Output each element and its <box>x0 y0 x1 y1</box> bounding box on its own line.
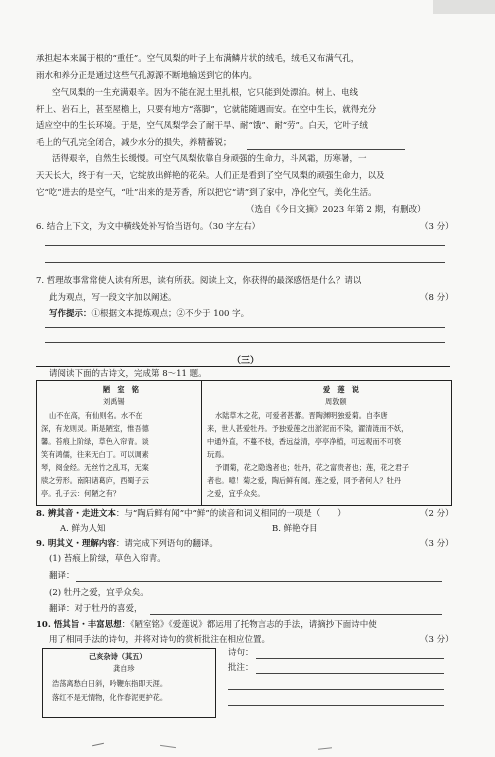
poem-left-title: 陋 室 铭 <box>103 385 139 394</box>
passage-line: 杆上、岩石上，甚至屋檐上，只要有地方“落脚”，它就能随遇而安。在空中生长，就得充分 <box>36 105 377 115</box>
section-3-title: （三） <box>232 356 260 366</box>
poem-left-author: 刘禹锡 <box>103 397 125 406</box>
poem-left-line: 深，有龙则灵。斯是陋室，惟吾德 <box>41 424 149 433</box>
poem-left-line: 牍之劳形。南阳诸葛庐，西蜀子云 <box>41 476 149 485</box>
poem-left-line: 馨。苔痕上阶绿，草色入帘青。谈 <box>41 437 149 446</box>
poem-left-line: 笑有鸿儒，往来无白丁。可以调素 <box>41 450 149 459</box>
passage-line: 雨水和养分正是通过这些气孔源源不断地输送到它的体内。 <box>36 71 258 81</box>
poem-right-line: 之爱，宜乎众矣。 <box>207 489 265 498</box>
poem-right-author: 周敦颐 <box>325 397 347 406</box>
passage-line: 空气凤梨的一生充满艰辛。因为不能在泥土里扎根，它只能到处漂泊。树上、电线 <box>52 88 359 98</box>
poem-right-title: 爱 莲 说 <box>323 385 359 394</box>
question-8-text: ：与“陶后鲜有闻”中“鲜”的读音和词义相同的一项是（ ） <box>115 509 346 519</box>
poem-left-line: 亭。孔子云：何陋之有？ <box>41 489 121 498</box>
passage-line: 毛上的气孔完全闭合，减少水分的损失，养精蓄锐； <box>36 138 232 148</box>
writing-hint-label: 写作提示： <box>49 309 92 319</box>
question-6-score: （3 分） <box>420 222 454 232</box>
question-7-score: （8 分） <box>420 293 454 303</box>
passage-line: 活得艰辛，自然生长缓慢。可空气凤梨依靠自身顽强的生命力，斗风霜，历寒暑，一 <box>52 154 367 164</box>
option-b[interactable]: B. 鲜艳夺目 <box>272 524 318 534</box>
question-9-item-2: (2) 牡丹之爱，宜乎众矣。 <box>49 588 149 598</box>
question-7: 7. 哲理故事常常使人读有所思，读有所获。阅读上文，你获得的最深感悟是什么？请以 <box>36 276 362 286</box>
poem-left-line: 琴，阅金经。无丝竹之乱耳，无案 <box>41 463 149 472</box>
poem-right-line: 予谓菊，花之隐逸者也；牡丹，花之富贵者也；莲，花之君子 <box>215 463 410 472</box>
question-7-line2: 此为观点，写一段文字加以阐述。 <box>49 293 177 303</box>
option-a[interactable]: A. 鲜为人知 <box>60 524 106 534</box>
passage-line: 适应空中的生长环境。于是，空气凤梨学会了耐干旱、耐“饿”、耐“劳”。白天，它叶子绒 <box>36 121 368 131</box>
question-8-label: 8. 辨其音・走进文本 <box>36 509 116 519</box>
poem-box-line: 浩荡离愁白日斜，吟鞭东指即天涯。 <box>52 679 168 688</box>
poem-box-title: 己亥杂诗（其五） <box>89 652 147 661</box>
question-9-item-1: (1) 苔痕上阶绿，草色入帘青。 <box>49 554 166 564</box>
question-10-line2: 用了相同手法的诗句，并将对诗句的赏析批注在相应位置。 <box>49 635 271 645</box>
passage-line: 它“吃”进去的是空气，“吐”出来的是芳香，所以把它“请”到了家中，净化空气，美化生活。 <box>36 188 377 198</box>
passage-source: （选自《今日文摘》2023 年第 2 期，有删改） <box>246 205 426 215</box>
field-poem-label: 诗句： <box>228 648 254 658</box>
question-10-label: 10. 悟其旨・丰富思想 <box>36 620 122 630</box>
passage-line: 承担起本来属于根的“重任”。空气凤梨的叶子上布满鳞片状的绒毛，绒毛又布满气孔， <box>36 54 360 64</box>
poem-left-line: 山不在高，有仙则名。水不在 <box>49 411 143 420</box>
question-9-text: ：请完成下列语句的翻译。 <box>115 539 218 549</box>
poem-box-author: 龚自珍 <box>113 664 135 673</box>
poem-box-line: 落红不是无情物，化作春泥更护花。 <box>52 693 168 702</box>
question-6: 6. 结合上下文，为文中横线处补写恰当语句。（30 字左右） <box>36 222 261 232</box>
writing-hint-text: ①根据文本提炼观点；②不少于 100 字。 <box>91 309 250 319</box>
translate-label-2: 翻译：对于牡丹的喜爱， <box>49 604 143 614</box>
poem-right-line: 中通外直，不蔓不枝，香远益清，亭亭净植，可远观而不可亵 <box>207 437 402 446</box>
question-10-text: ：《陋室铭》《爱莲说》都运用了托物言志的手法，请摘抄下面诗中使 <box>121 620 377 630</box>
translate-label-1: 翻译： <box>49 571 75 581</box>
poem-right-line: 水陆草木之花，可爱者甚蕃。晋陶渊明独爱菊。自李唐 <box>215 411 388 420</box>
poem-right-line: 玩焉。 <box>207 450 229 459</box>
field-note-label: 批注： <box>228 663 254 673</box>
poem-right-line: 者也。噫！菊之爱，陶后鲜有闻。莲之爱，同予者何人？牡丹 <box>207 476 402 485</box>
passage-line: 天天长大，终于有一天，它绽放出鲜艳的花朵。人们正是看到了空气凤梨的顽强生命力，以及 <box>36 171 385 181</box>
question-10-score: （3 分） <box>420 635 454 645</box>
question-8-score: （2 分） <box>420 509 454 519</box>
question-9-score: （3 分） <box>420 539 454 549</box>
section-3-instruction: 请阅读下面的古诗文，完成第 8～11 题。 <box>49 369 207 379</box>
question-9-label: 9. 明其义・理解内容 <box>36 539 116 549</box>
poem-right-line: 来，世人甚爱牡丹。予独爱莲之出淤泥而不染，濯清涟而不妖， <box>207 424 409 433</box>
